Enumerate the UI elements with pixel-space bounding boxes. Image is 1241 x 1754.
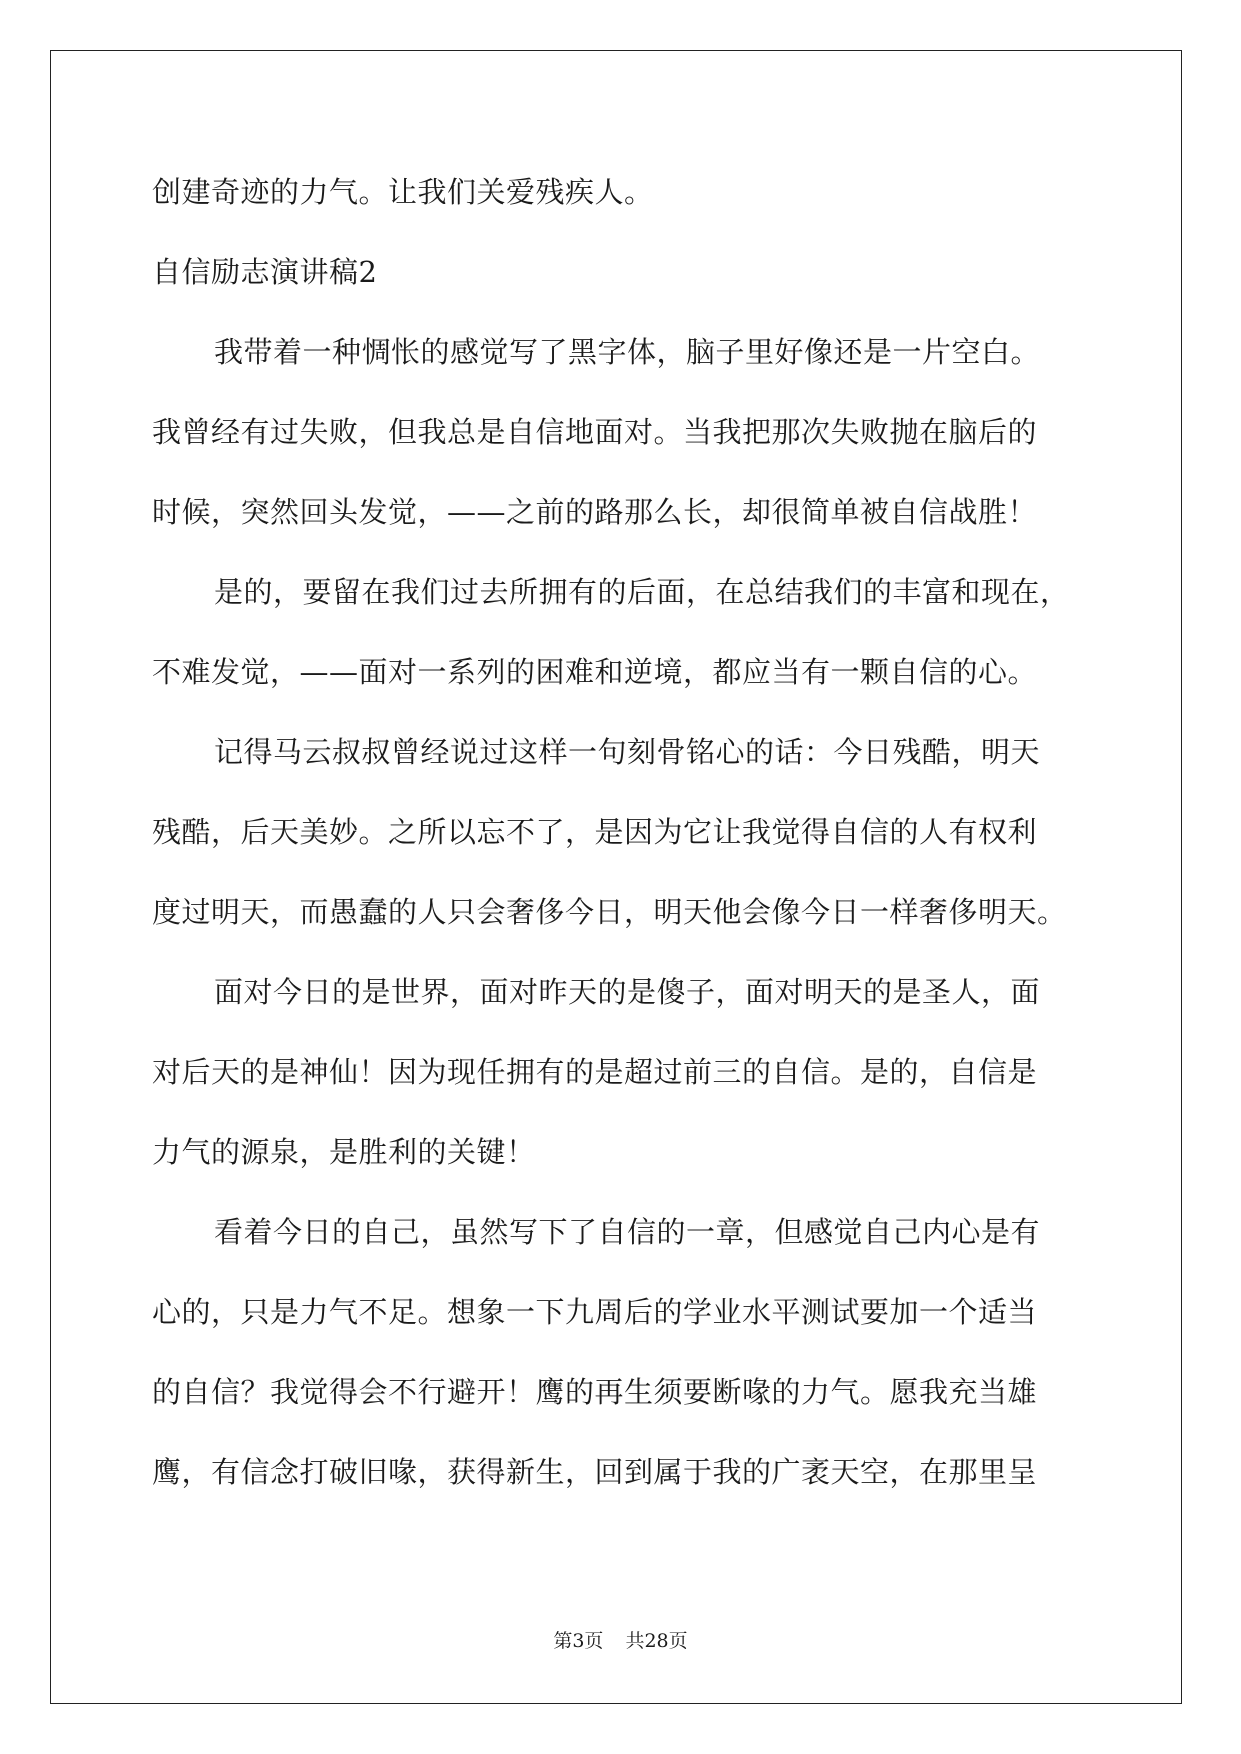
text-line: 看着今日的自己，虽然写下了自信的一章，但感觉自己内心是有	[214, 1215, 1041, 1249]
text-line: 时候，突然回头发觉，——之前的路那么长，却很简单被自信战胜！	[152, 495, 1038, 529]
text-line: 不难发觉，——面对一系列的困难和逆境，都应当有一颗自信的心。	[152, 655, 1038, 689]
text-line: 我带着一种惆怅的感觉写了黑字体，脑子里好像还是一片空白。	[214, 335, 1041, 369]
section-heading: 自信励志演讲稿2	[152, 255, 378, 289]
text-line: 是的，要留在我们过去所拥有的后面，在总结我们的丰富和现在，	[214, 575, 1070, 609]
text-line: 对后天的是神仙！因为现任拥有的是超过前三的自信。是的，自信是	[152, 1055, 1038, 1089]
text-line: 心的，只是力气不足。想象一下九周后的学业水平测试要加一个适当	[152, 1295, 1038, 1329]
text-line: 度过明天，而愚蠢的人只会奢侈今日，明天他会像今日一样奢侈明天。	[152, 895, 1067, 929]
page-total: 共28页	[625, 1630, 688, 1652]
text-line: 我曾经有过失败，但我总是自信地面对。当我把那次失败抛在脑后的	[152, 415, 1038, 449]
document-body	[152, 152, 1092, 1512]
text-line: 的自信？我觉得会不行避开！鹰的再生须要断喙的力气。愿我充当雄	[152, 1375, 1038, 1409]
text-line: 残酷，后天美妙。之所以忘不了，是因为它让我觉得自信的人有权利	[152, 815, 1038, 849]
text-line: 力气的源泉，是胜利的关键！	[152, 1135, 536, 1169]
page-footer	[0, 1626, 1241, 1653]
text-line: 面对今日的是世界，面对昨天的是傻子，面对明天的是圣人，面	[214, 975, 1041, 1009]
text-line: 鹰，有信念打破旧喙，获得新生，回到属于我的广袤天空，在那里呈	[152, 1455, 1038, 1489]
text-line: 创建奇迹的力气。让我们关爱残疾人。	[152, 175, 654, 209]
text-line: 记得马云叔叔曾经说过这样一句刻骨铭心的话：今日残酷，明天	[214, 735, 1041, 769]
page-number: 第3页	[553, 1630, 604, 1652]
